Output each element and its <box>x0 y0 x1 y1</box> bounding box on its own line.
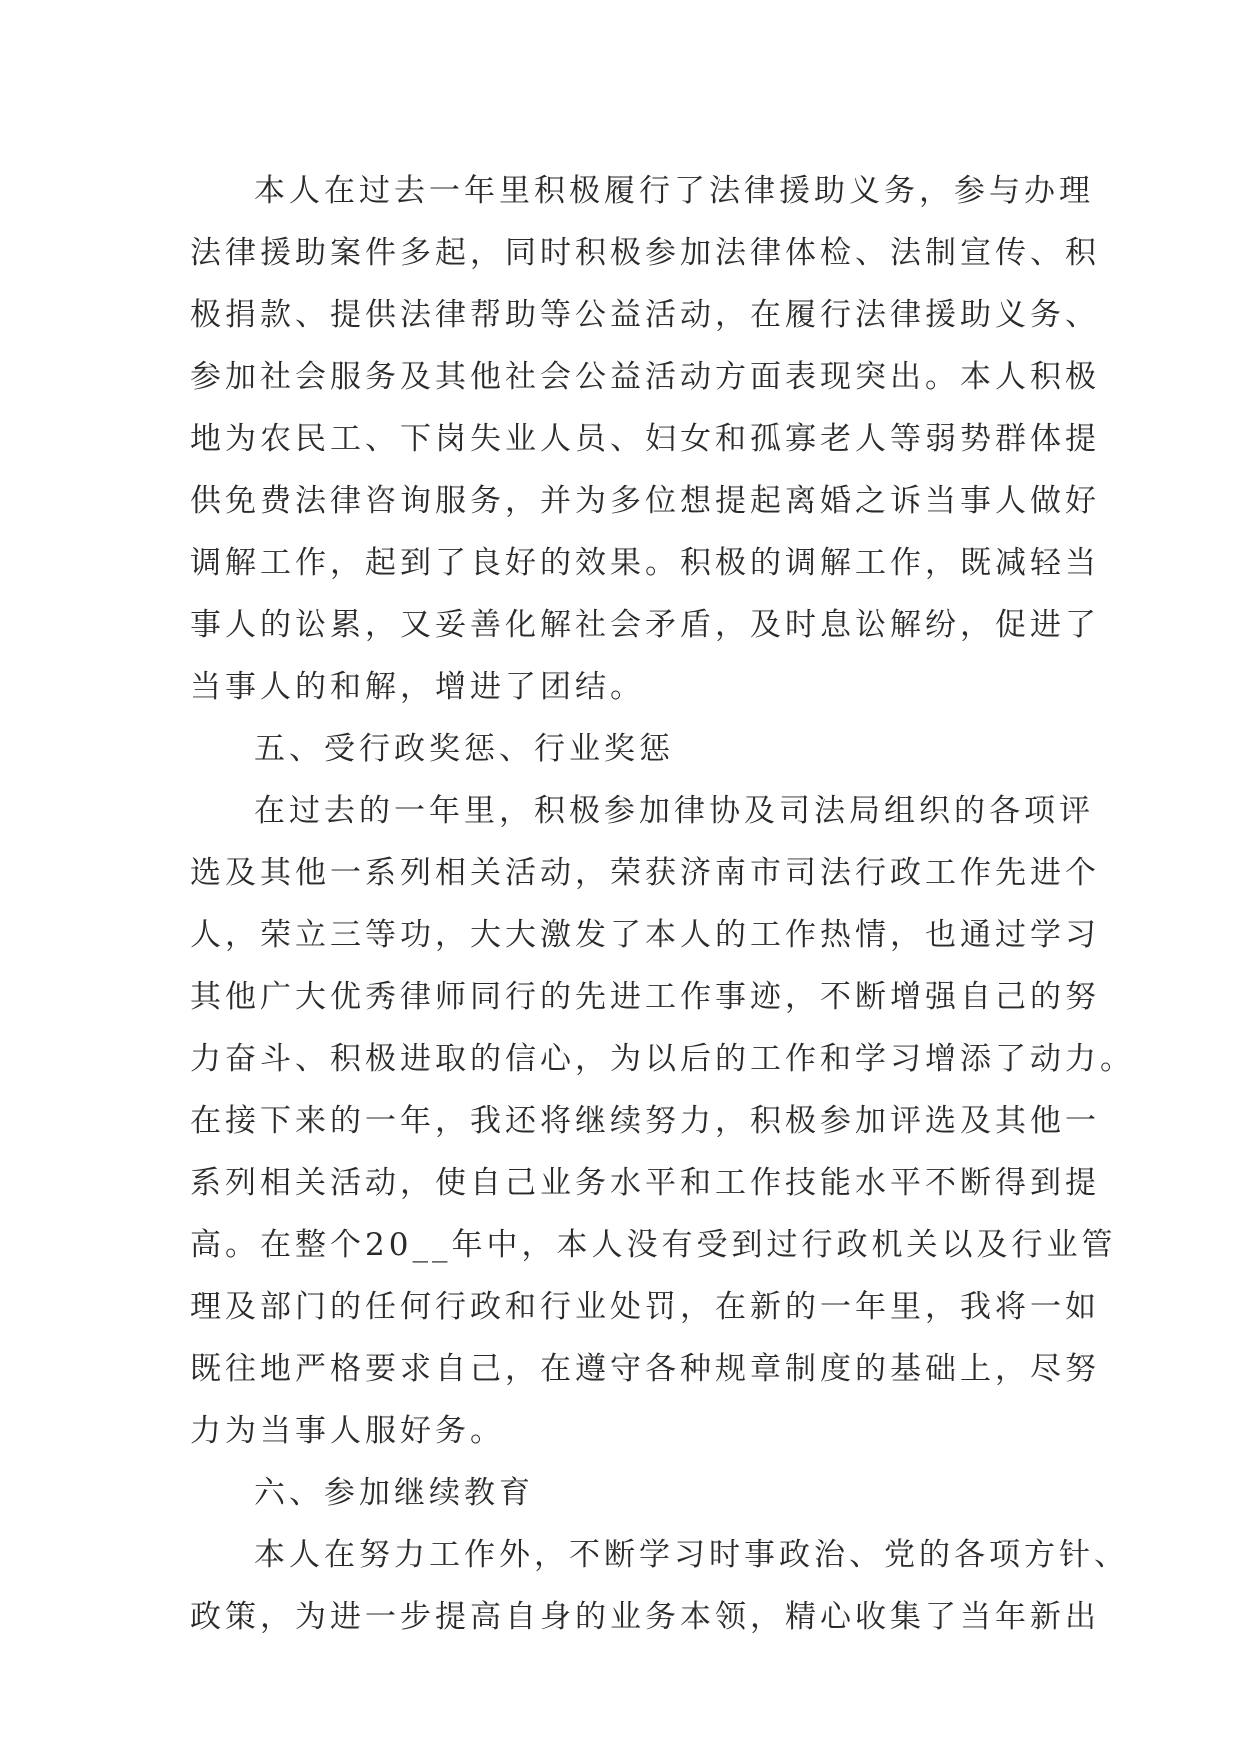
document-body <box>190 160 1135 1648</box>
paragraph-line: 人，荣立三等功，大大激发了本人的工作热情，也通过学习 <box>190 917 1100 953</box>
paragraph-line: 本人在努力工作外，不断学习时事政治、党的各项方针、 <box>254 1537 1129 1573</box>
paragraph-line: 参加社会服务及其他社会公益活动方面表现突出。本人积极 <box>190 359 1100 395</box>
paragraph-line: 力为当事人服好务。 <box>190 1413 505 1449</box>
paragraph-line: 极捐款、提供法律帮助等公益活动，在履行法律援助义务、 <box>190 297 1100 333</box>
paragraph-line: 政策，为进一步提高自身的业务本领，精心收集了当年新出 <box>190 1599 1100 1635</box>
paragraph-line: 当事人的和解，增进了团结。 <box>190 669 645 705</box>
paragraph-line: 地为农民工、下岗失业人员、妇女和孤寡老人等弱势群体提 <box>190 421 1100 457</box>
paragraph-line: 选及其他一系列相关活动，荣获济南市司法行政工作先进个 <box>190 855 1100 891</box>
paragraph-line: 在过去的一年里，积极参加律协及司法局组织的各项评 <box>254 793 1094 829</box>
paragraph-line: 系列相关活动，使自己业务水平和工作技能水平不断得到提 <box>190 1165 1100 1201</box>
paragraph-line: 在接下来的一年，我还将继续努力，积极参加评选及其他一 <box>190 1103 1100 1139</box>
paragraph-line: 力奋斗、积极进取的信心，为以后的工作和学习增添了动力。 <box>190 1041 1135 1077</box>
paragraph-line: 供免费法律咨询服务，并为多位想提起离婚之诉当事人做好 <box>190 483 1100 519</box>
paragraph-line: 高。在整个20__年中，本人没有受到过行政机关以及行业管 <box>190 1227 1117 1263</box>
paragraph-line: 法律援助案件多起，同时积极参加法律体检、法制宣传、积 <box>190 235 1100 271</box>
paragraph-line: 既往地严格要求自己，在遵守各种规章制度的基础上，尽努 <box>190 1351 1100 1387</box>
paragraph-line: 理及部门的任何行政和行业处罚，在新的一年里，我将一如 <box>190 1289 1100 1325</box>
section-heading: 五、受行政奖惩、行业奖惩 <box>254 731 674 767</box>
paragraph-line: 调解工作，起到了良好的效果。积极的调解工作，既减轻当 <box>190 545 1100 581</box>
section-heading: 六、参加继续教育 <box>254 1475 534 1511</box>
paragraph-line: 其他广大优秀律师同行的先进工作事迹，不断增强自己的努 <box>190 979 1100 1015</box>
paragraph-line: 本人在过去一年里积极履行了法律援助义务，参与办理 <box>254 173 1094 209</box>
paragraph-line: 事人的讼累，又妥善化解社会矛盾，及时息讼解纷，促进了 <box>190 607 1100 643</box>
